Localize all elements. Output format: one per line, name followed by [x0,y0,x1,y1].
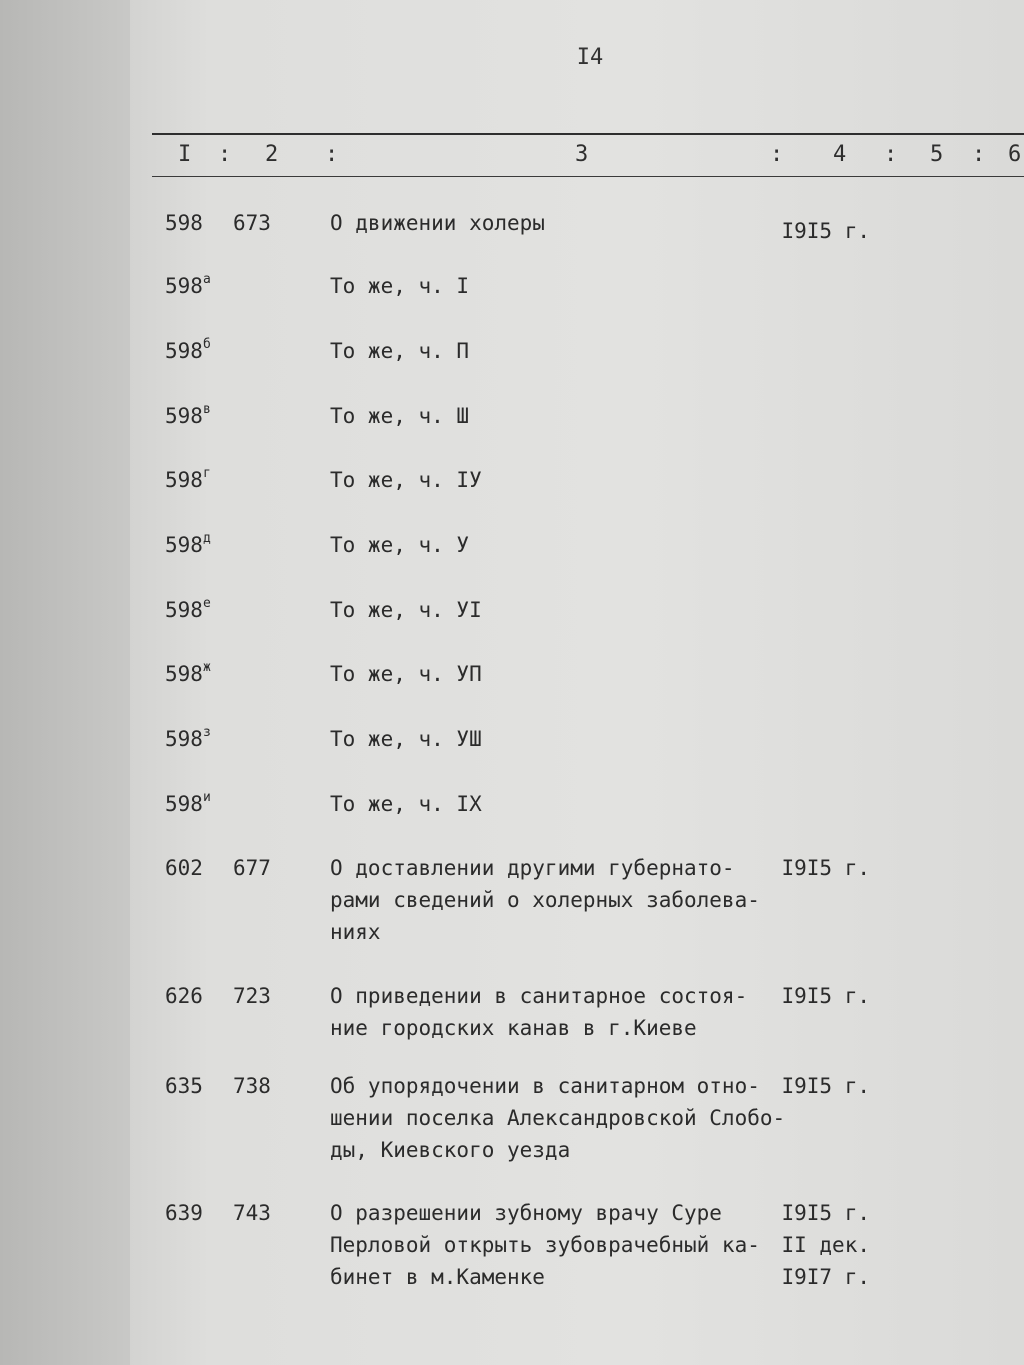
entry-date: II дек. [781,1233,870,1257]
entry-number [165,400,211,432]
header-col-3: 3 [575,142,589,167]
entry-title-line: О движении холеры [330,211,545,235]
entry-title-line: рами сведений о холерных заболева- [330,888,760,912]
entry-number [165,335,211,367]
entry-number-text: 626 [165,984,203,1008]
entry-title-line: То же, ч. П [330,339,470,363]
header-sep-5: : [972,142,986,167]
entry-title-line: бинет в м.Каменке [330,1265,545,1289]
entry-number-suffix: ж [202,660,211,675]
entry-title-line: То же, ч. IУ [330,468,482,492]
entry-title-line: Об упорядочении в санитарном отно- [330,1074,760,1098]
entry-number-text: 598 [165,211,203,235]
entry-number-text: 598 [165,404,203,428]
page-number: I4 [576,45,604,70]
entry-title-line: То же, ч. Ш [330,404,470,428]
entry-title-line: О приведении в санитарное состоя- [330,984,748,1008]
entry-title-line: То же, ч. У [330,533,470,557]
entry-number [165,658,211,690]
entry-old-number: 677 [233,856,271,880]
header-col-5: 5 [930,142,944,167]
table-header-rule [152,176,1024,177]
entry-title-line: То же, ч. УI [330,598,482,622]
entry-number-text: 602 [165,856,203,880]
entry-date: I9I5 г. [781,219,870,243]
entry-date: I9I5 г. [781,984,870,1008]
entry-title-line: ние городских канав в г.Киеве [330,1016,697,1040]
header-col-6: 6 [1008,142,1022,167]
header-col-1: I [178,142,192,167]
entry-date: I9I5 г. [781,1074,870,1098]
entry-number-text: 598 [165,533,203,557]
entry-number [165,788,211,820]
entry-number-text: 598 [165,468,203,492]
entry-title-line: шении поселка Александровской Слобо- [330,1106,786,1130]
entry-number-text: 598 [165,792,203,816]
entry-title-line: То же, ч. УП [330,662,482,686]
entry-title-line: То же, ч. УШ [330,727,482,751]
entry-date: I9I5 г. [781,1201,870,1225]
entry-title-line: То же, ч. I [330,274,470,298]
entry-number-suffix: а [202,272,211,287]
entry-title-line: ды, Киевского уезда [330,1138,571,1162]
entry-title-line: О доставлении другими губернато- [330,856,735,880]
entry-number-text: 598 [165,598,203,622]
entry-title-line: Перловой открыть зубоврачебный ка- [330,1233,760,1257]
entry-title-line: О разрешении зубному врачу Суре [330,1201,722,1225]
entry-old-number: 673 [233,211,271,235]
entry-number-suffix: д [202,531,211,546]
header-col-4: 4 [833,142,847,167]
header-sep-2: : [325,142,339,167]
table-top-rule [152,133,1024,135]
entry-number [165,852,203,884]
entry-number-text: 639 [165,1201,203,1225]
entry-number [165,270,211,302]
entry-number [165,529,211,561]
entry-number [165,980,203,1012]
header-col-2: 2 [265,142,279,167]
entry-title-line: То же, ч. IХ [330,792,482,816]
entry-number [165,464,211,496]
underlying-page-edge [0,0,136,1365]
entry-number-text: 598 [165,339,203,363]
entry-number-suffix: б [202,337,211,352]
entry-number [165,594,211,626]
entry-number [165,1070,203,1102]
entry-old-number: 738 [233,1074,271,1098]
entry-old-number: 743 [233,1201,271,1225]
entry-number [165,207,203,239]
header-sep-3: : [770,142,784,167]
entry-number-text: 598 [165,274,203,298]
entry-number-suffix: г [202,466,211,481]
header-sep-4: : [884,142,898,167]
entry-number-suffix: з [202,725,211,740]
entry-number-text: 598 [165,662,203,686]
entry-number [165,1197,203,1229]
entry-old-number: 723 [233,984,271,1008]
entry-date: I9I5 г. [781,856,870,880]
entry-number-suffix: е [202,596,211,611]
entry-number-suffix: и [202,790,211,805]
entry-title-line: ниях [330,920,381,944]
sheet [130,0,1024,1365]
header-sep-1: : [218,142,232,167]
entry-number-text: 635 [165,1074,203,1098]
entry-date: I9I7 г. [781,1265,870,1289]
entry-number [165,723,211,755]
entry-number-text: 598 [165,727,203,751]
entry-number-suffix: в [202,402,211,417]
